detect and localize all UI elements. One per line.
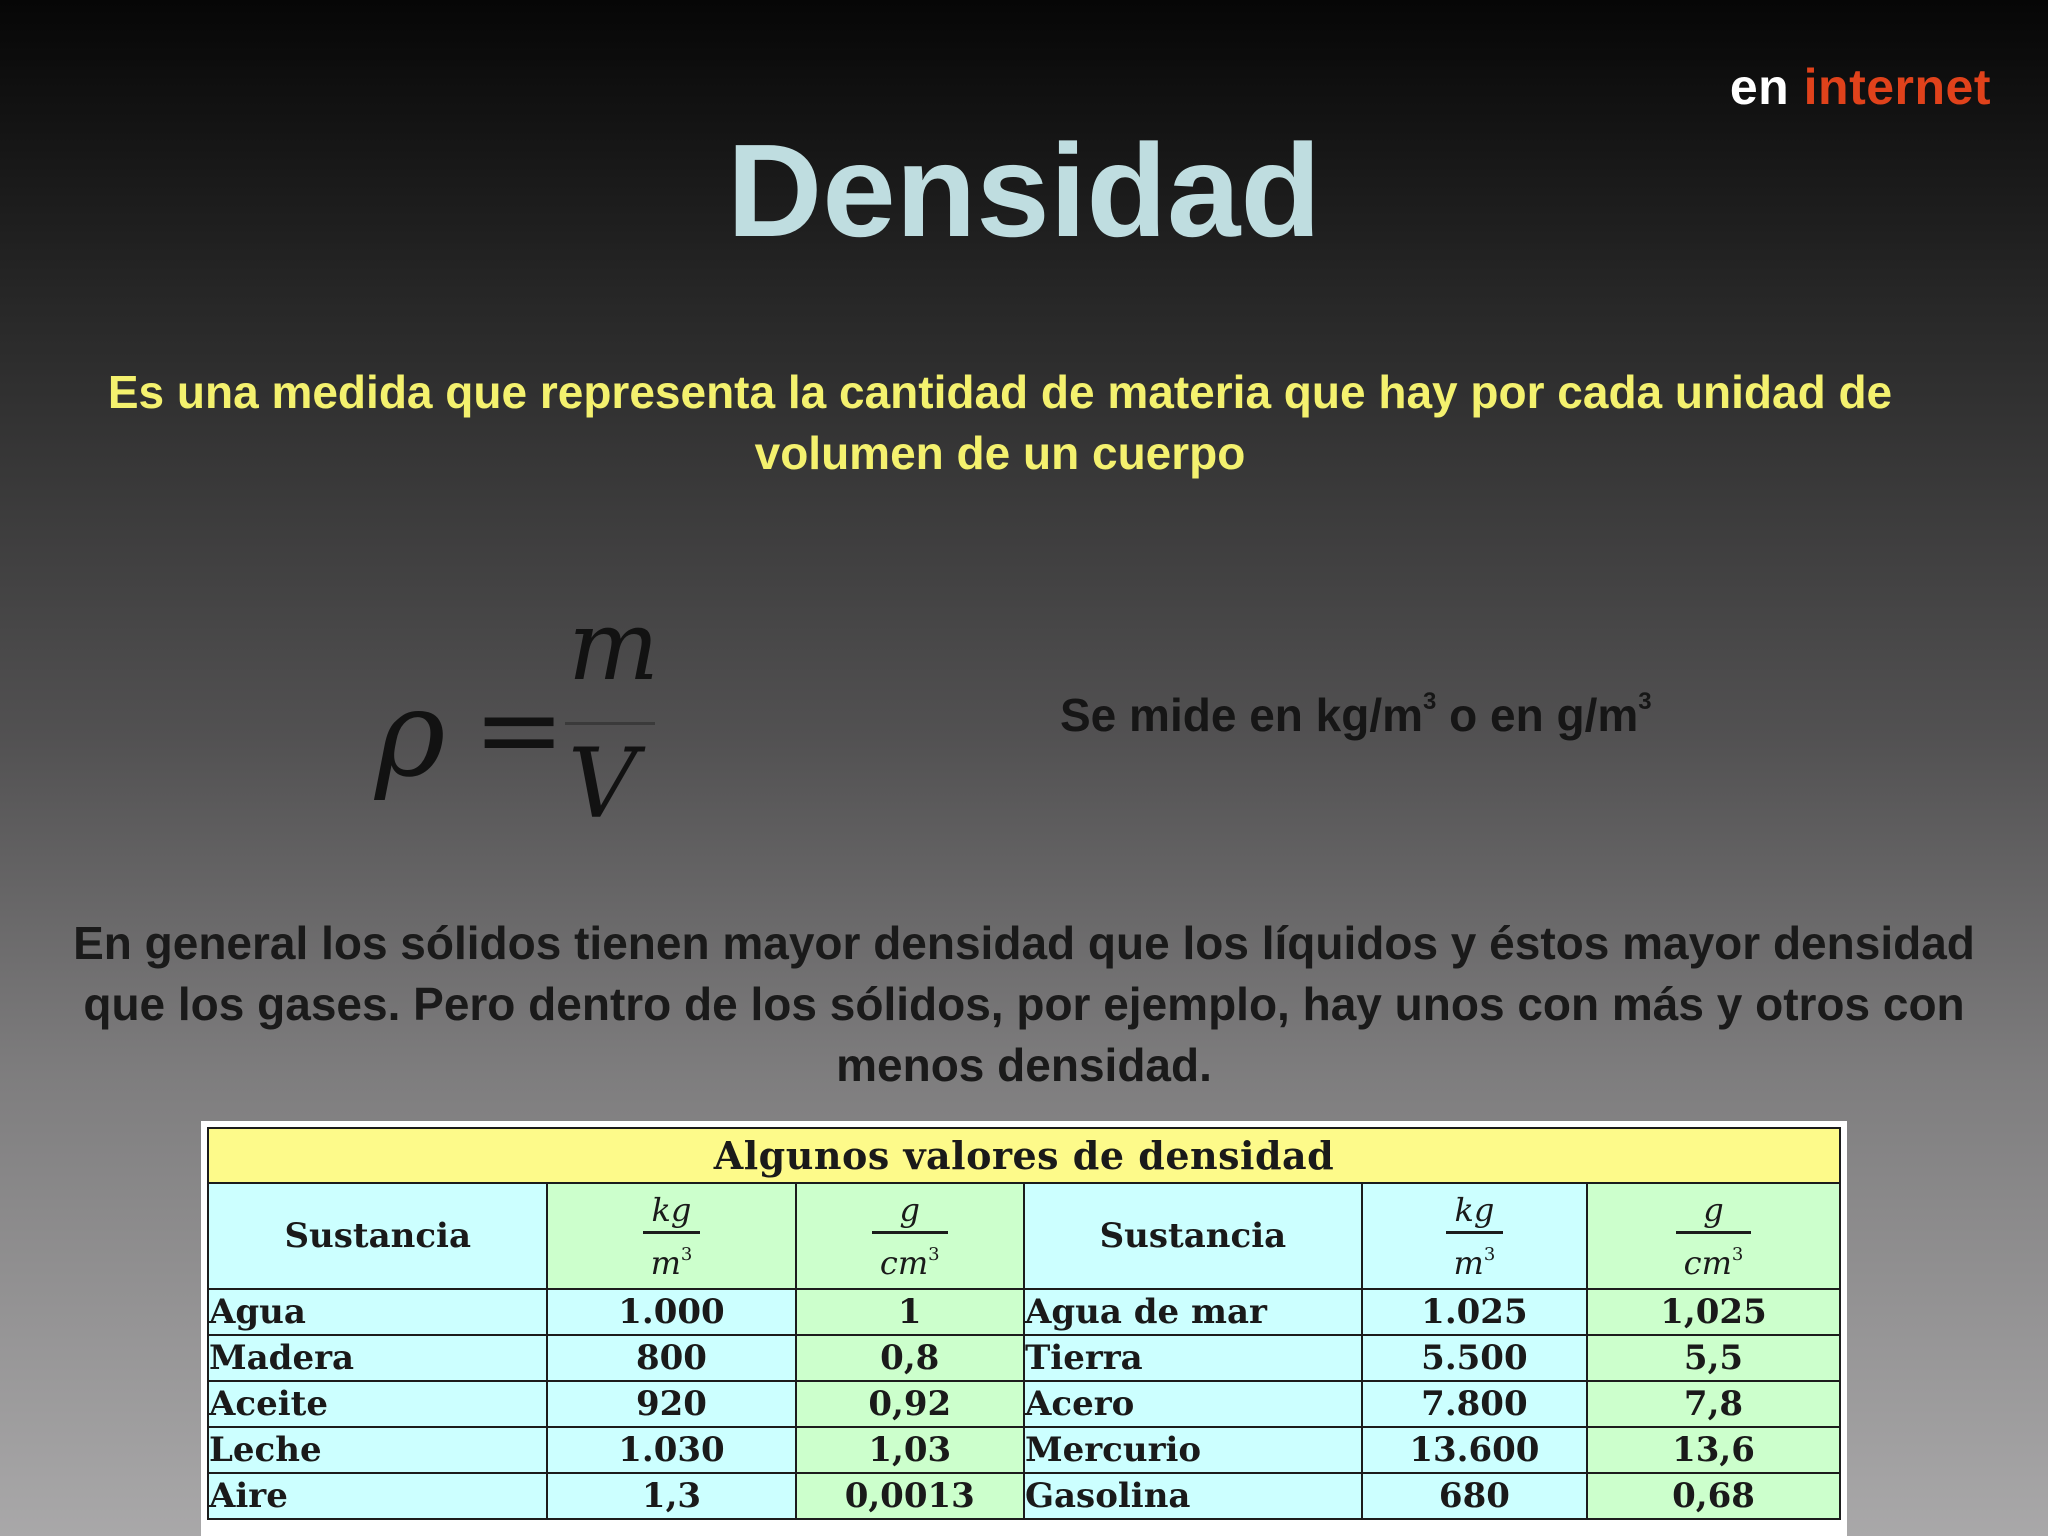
table-row (208, 1335, 1840, 1381)
table-row (208, 1473, 1840, 1519)
table-row (208, 1289, 1840, 1335)
substance-name: Agua de mar (1024, 1289, 1362, 1335)
header-gcm3-left (796, 1183, 1024, 1289)
substance-name: Mercurio (1024, 1427, 1362, 1473)
density-table (207, 1127, 1841, 1520)
unit-note-exponent-1: 3 (1423, 688, 1437, 715)
value-kgm3: 1.030 (547, 1427, 795, 1473)
unit-note (1060, 688, 1652, 742)
value-kgm3: 5.500 (1362, 1335, 1587, 1381)
value-kgm3: 920 (547, 1381, 795, 1427)
value-kgm3: 1.000 (547, 1289, 795, 1335)
fraction-base: m (650, 1243, 681, 1282)
header-kgm3-right (1362, 1183, 1587, 1289)
substance-name: Leche (208, 1427, 547, 1473)
table-caption: Algunos valores de densidad (208, 1128, 1840, 1183)
value-gcm3: 1,03 (796, 1427, 1024, 1473)
fraction-numerator: kg (643, 1189, 701, 1234)
density-formula (375, 590, 675, 850)
table-row (208, 1381, 1840, 1427)
substance-name: Gasolina (1024, 1473, 1362, 1519)
fraction-numerator: g (872, 1189, 948, 1234)
fraction-exponent: 3 (680, 1243, 693, 1265)
formula-numerator: m (568, 590, 660, 702)
value-gcm3: 0,8 (796, 1335, 1024, 1381)
value-gcm3: 1 (796, 1289, 1024, 1335)
substance-name: Aceite (208, 1381, 547, 1427)
brand-first-word: en (1729, 59, 1790, 115)
value-gcm3: 13,6 (1587, 1427, 1840, 1473)
page-title: Densidad (726, 117, 1322, 264)
fraction-numerator: kg (1446, 1189, 1504, 1234)
substance-name: Acero (1024, 1381, 1362, 1427)
substance-name: Agua (208, 1289, 547, 1335)
value-kgm3: 7.800 (1362, 1381, 1587, 1427)
fraction-denominator (1446, 1234, 1504, 1284)
fraction-denominator (643, 1234, 701, 1284)
value-gcm3: 0,0013 (796, 1473, 1024, 1519)
header-substance-left: Sustancia (208, 1183, 547, 1289)
explanation-paragraph: En general los sólidos tienen mayor densidad que los líquidos y éstos mayor densidad que los gases. Pero dentro de los sólidos, por ejemplo, hay unos con más y otros con menos densidad. (73, 917, 1975, 1091)
table-header-row (208, 1183, 1840, 1289)
fraction-base: m (1453, 1243, 1484, 1282)
kgm3-fraction (1446, 1189, 1504, 1284)
brand-logo (1730, 58, 1991, 116)
fraction-exponent: 3 (1483, 1243, 1496, 1265)
substance-name: Madera (208, 1335, 547, 1381)
fraction-numerator: g (1676, 1189, 1752, 1234)
fraction-base: cm (879, 1243, 929, 1282)
unit-note-prefix: Se mide en kg/m (1060, 689, 1424, 741)
fraction-denominator (1676, 1234, 1752, 1284)
substance-name: Aire (208, 1473, 547, 1519)
value-gcm3: 0,92 (796, 1381, 1024, 1427)
gcm3-fraction (872, 1189, 948, 1284)
density-table-frame (201, 1121, 1847, 1536)
value-gcm3: 0,68 (1587, 1473, 1840, 1519)
unit-note-middle: o en g/m (1436, 689, 1639, 741)
fraction-base: cm (1683, 1243, 1732, 1282)
formula-rho: ρ (375, 665, 446, 804)
gcm3-fraction (1676, 1189, 1752, 1284)
value-kgm3: 1,3 (547, 1473, 795, 1519)
header-kgm3-left (547, 1183, 795, 1289)
definition-text: Es una medida que representa la cantidad de materia que hay por cada unidad de volumen de un cuerpo (107, 366, 1893, 479)
value-kgm3: 1.025 (1362, 1289, 1587, 1335)
value-gcm3: 5,5 (1587, 1335, 1840, 1381)
substance-name: Tierra (1024, 1335, 1362, 1381)
unit-note-exponent-2: 3 (1638, 688, 1652, 715)
brand-second-word: internet (1803, 59, 1991, 115)
value-kgm3: 800 (547, 1335, 795, 1381)
header-gcm3-right (1587, 1183, 1840, 1289)
fraction-exponent: 3 (928, 1243, 940, 1265)
value-kgm3: 680 (1362, 1473, 1587, 1519)
formula-fraction-bar (565, 722, 655, 725)
value-kgm3: 13.600 (1362, 1427, 1587, 1473)
formula-denominator: V (568, 728, 638, 840)
table-row (208, 1427, 1840, 1473)
value-gcm3: 1,025 (1587, 1289, 1840, 1335)
table-caption-row (208, 1128, 1840, 1183)
header-substance-right: Sustancia (1024, 1183, 1362, 1289)
fraction-denominator (872, 1234, 948, 1284)
formula-equals: = (473, 665, 566, 793)
kgm3-fraction (643, 1189, 701, 1284)
value-gcm3: 7,8 (1587, 1381, 1840, 1427)
fraction-exponent: 3 (1731, 1243, 1744, 1265)
